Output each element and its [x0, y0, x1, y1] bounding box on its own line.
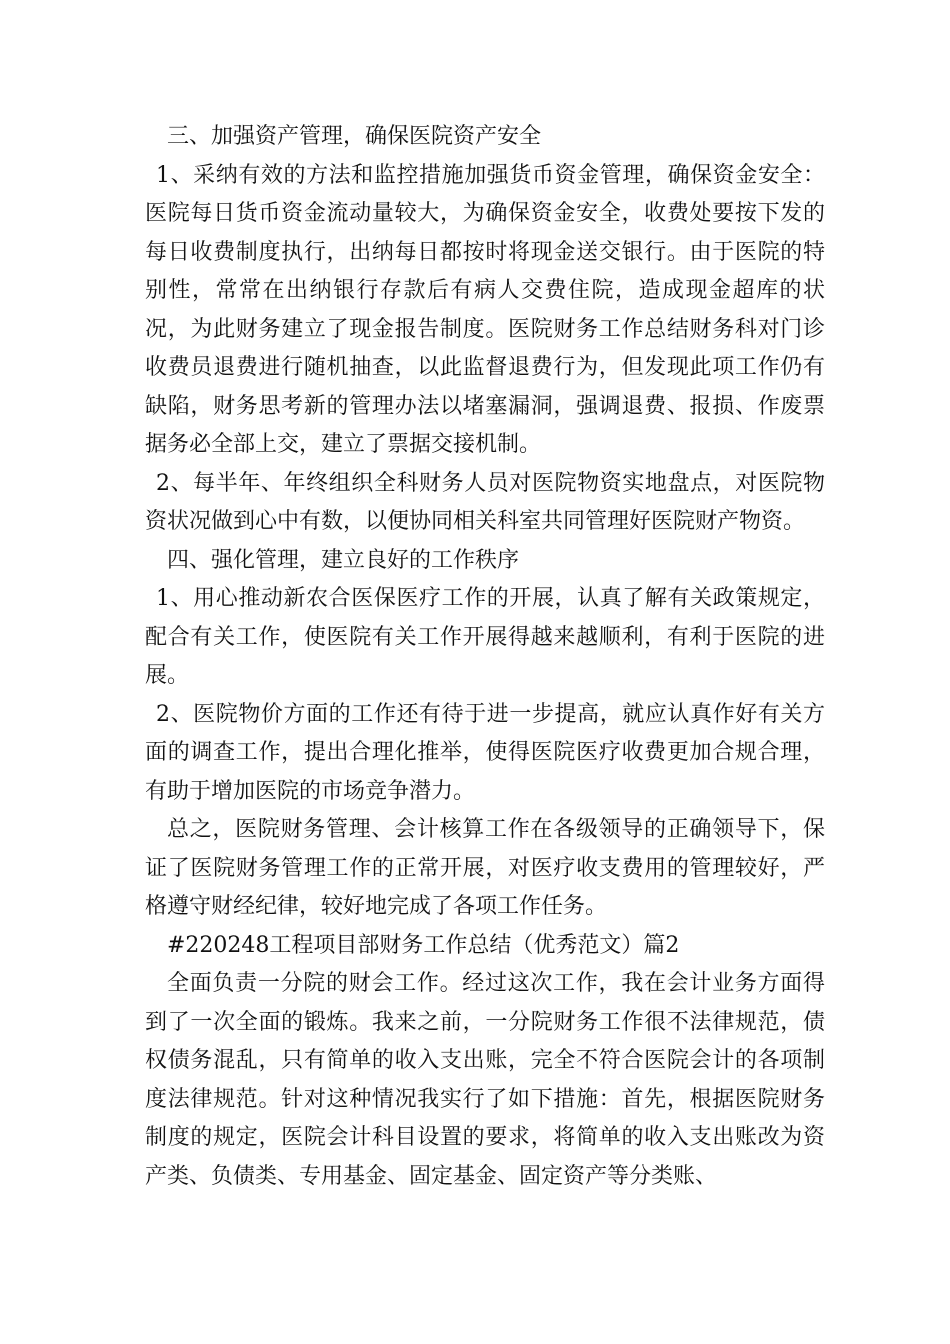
paragraph-cash-management: 1、采纳有效的方法和监控措施加强货币资金管理，确保资金安全：医院每日货币资金流动量较大，为确保资金安全，收费处要按下发的每日收费制度执行，出纳每日都按时将现金送交银行。由于医院的特别性，常常在出纳银行存款后有病人交费住院，造成现金超库的状况，为此财务建立了现金报告制度。医院财务工作总结财务科对门诊收费员退费进行随机抽查，以此监督退费行为，但发现此项工作仍有缺陷，财务思考新的管理办法以堵塞漏洞，强调退费、报损、作废票据务必全部上交，建立了票据交接机制。	[145, 162, 825, 457]
article-title-part-2: #220248工程项目部财务工作总结（优秀范文）篇2	[167, 932, 680, 958]
section-heading-asset-management: 三、加强资产管理，确保医院资产安全	[167, 124, 542, 149]
paragraph-summary: 总之，医院财务管理、会计核算工作在各级领导的正确领导下，保证了医院财务管理工作的正常开展，对医疗收支费用的管理较好，严格遵守财经纪律，较好地完成了各项工作任务。	[145, 817, 825, 919]
paragraph-pricing-work: 2、医院物价方面的工作还有待于进一步提高，就应认真作好有关方面的调查工作，提出合理化推举，使得医院医疗收费更加合规合理，有助于增加医院的市场竞争潜力。	[145, 701, 825, 804]
section-heading-work-order: 四、强化管理，建立良好的工作秩序	[167, 547, 520, 573]
document-body	[145, 118, 825, 1196]
paragraph-inventory-check: 2、每半年、年终组织全科财务人员对医院物资实地盘点，对医院物资状况做到心中有数，以便协同相关科室共同管理好医院财产物资。	[145, 470, 825, 534]
paragraph-medical-insurance: 1、用心推动新农合医保医疗工作的开展，认真了解有关政策规定，配合有关工作，使医院有关工作开展得越来越顺利，有利于医院的进展。	[145, 586, 825, 688]
paragraph-branch-accounting: 全面负责一分院的财会工作。经过这次工作，我在会计业务方面得到了一次全面的锻炼。我来之前，一分院财务工作很不法律规范，债权债务混乱，只有简单的收入支出账，完全不符合医院会计的各项制度法律规范。针对这种情况我实行了如下措施：首先，根据医院财务制度的规定，医院会计科目设置的要求，将简单的收入支出账改为资产类、负债类、专用基金、固定基金、固定资产等分类账、	[145, 971, 825, 1189]
